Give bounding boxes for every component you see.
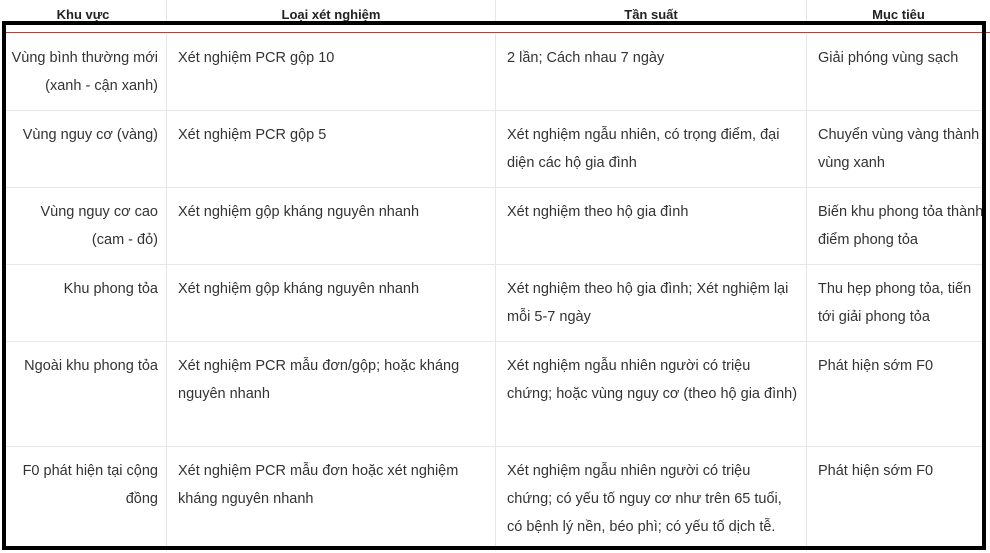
table-row — [6, 446, 986, 551]
cell-goal: Phát hiện sớm F0 — [818, 358, 934, 374]
cell-area: Vùng nguy cơ (vàng) — [6, 111, 167, 188]
cell-goal: Giải phóng vùng sạch — [818, 50, 959, 66]
cell-frequency: Xét nghiệm theo hộ gia đình — [496, 188, 807, 265]
cell-frequency: Xét nghiệm ngẫu nhiên người có triệu chứng; hoặc vùng nguy cơ (theo hộ gia đình) — [496, 342, 807, 447]
header-test-type: Loại xét nghiệm — [167, 0, 496, 22]
header-area: Khu vực — [0, 0, 167, 22]
cell-frequency: Xét nghiệm ngẫu nhiên, có trọng điểm, đại diện các hộ gia đình — [496, 111, 807, 188]
cell-area: F0 phát hiện tại cộng đồng — [6, 447, 167, 551]
cell-frequency: 2 lần; Cách nhau 7 ngày — [496, 34, 807, 110]
cell-goal: Chuyển vùng vàng thành vùng xanh — [818, 127, 980, 171]
table-row — [6, 34, 986, 110]
cell-area: Vùng bình thường mới (xanh - cận xanh) — [6, 34, 167, 110]
table-row — [6, 264, 986, 342]
header-divider — [4, 32, 990, 33]
cell-area: Vùng nguy cơ cao (cam - đỏ) — [6, 188, 167, 265]
cell-goal: Phát hiện sớm F0 — [818, 463, 934, 479]
cell-test-type: Xét nghiệm PCR gộp 10 — [167, 34, 496, 110]
cell-goal: Thu hẹp phong tỏa, tiến tới giải phong tỏa — [818, 281, 972, 325]
cell-goal: Biến khu phong tỏa thành điểm phong tỏa — [818, 204, 984, 248]
cell-test-type: Xét nghiệm gộp kháng nguyên nhanh — [167, 265, 496, 342]
table-row — [6, 187, 986, 265]
cell-test-type: Xét nghiệm gộp kháng nguyên nhanh — [167, 188, 496, 265]
cell-test-type: Xét nghiệm PCR gộp 5 — [167, 111, 496, 188]
cell-area: Khu phong tỏa — [6, 265, 167, 342]
header-goal: Mục tiêu — [872, 7, 925, 22]
table-row — [6, 341, 986, 447]
table-header — [0, 0, 990, 22]
table-row — [6, 110, 986, 188]
cell-frequency: Xét nghiệm theo hộ gia đình; Xét nghiệm lại mỗi 5-7 ngày — [496, 265, 807, 342]
cell-area: Ngoài khu phong tỏa — [6, 342, 167, 447]
cell-frequency: Xét nghiệm ngẫu nhiên người có triệu chứng; có yếu tố nguy cơ như trên 65 tuổi, có bệnh lý nền, béo phì; có yếu tố dịch tễ. — [496, 447, 807, 551]
cell-test-type: Xét nghiệm PCR mẫu đơn hoặc xét nghiệm kháng nguyên nhanh — [167, 447, 496, 551]
cell-test-type: Xét nghiệm PCR mẫu đơn/gộp; hoặc kháng nguyên nhanh — [167, 342, 496, 447]
header-frequency: Tần suất — [496, 0, 807, 22]
